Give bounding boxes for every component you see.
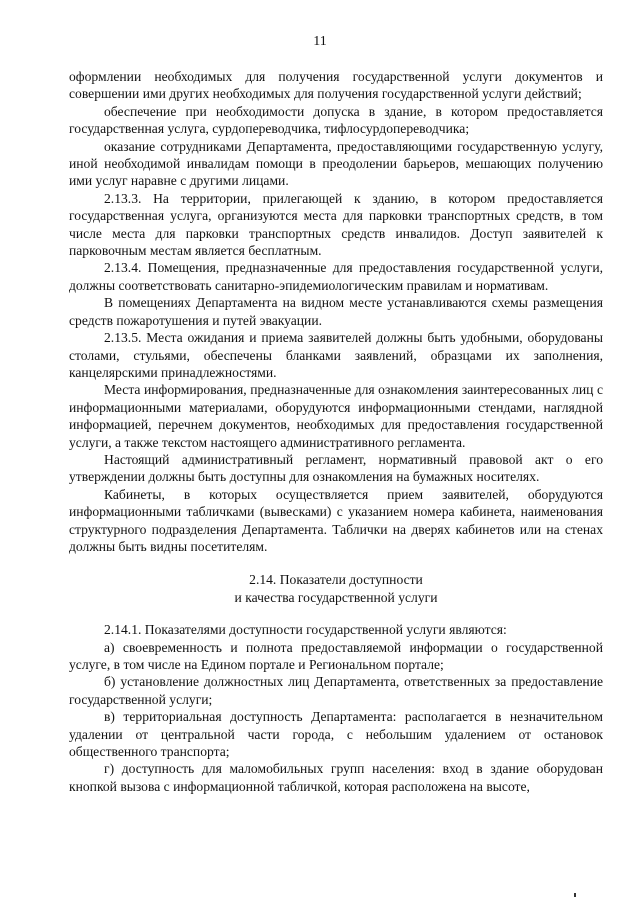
paragraph-2-13-5-waiting-areas: 2.13.5. Места ожидания и приема заявителей должны быть удобными, оборудованы столами, стульями, обеспечены бланками заявлений, образцами их заполнения, канцелярскими принадлежностями.	[69, 330, 603, 380]
list-item-g: г) доступность для маломобильных групп населения: вход в здание оборудован кнопкой вызова с информационной табличкой, которая расположена на высоте,	[69, 761, 603, 794]
paragraph-cabinet-signs: Кабинеты, в которых осуществляется прием заявителей, оборудуются информационными табличками (вывесками) с указанием номера кабинета, наименования структурного подразделения Департамента. Таблички на дверях кабинетов или на стенах должны быть видны посетителям.	[69, 486, 603, 554]
section-heading-2-14	[69, 571, 603, 606]
paragraph-regulation-availability: Настоящий административный регламент, нормативный правовой акт о его утверждении должны быть доступны для ознакомления на бумажных носителях.	[69, 451, 603, 485]
paragraph-2-13-4-premises: 2.13.4. Помещения, предназначенные для предоставления государственной услуги, должны соответствовать санитарно-эпидемиологическим правилам и нормативам.	[69, 260, 603, 293]
paragraph-2-14-1: 2.14.1. Показателями доступности государственной услуги являются:	[104, 622, 507, 638]
paragraph-continuation: оформлении необходимых для получения государственной услуги документов и совершении ими других необходимых для получения государственной услуги действий;	[69, 69, 603, 102]
list-item-b: б) установление должностных лиц Департамента, ответственных за предоставление государственной услуги;	[69, 674, 603, 707]
section-heading-line-1: 2.14. Показатели доступности	[249, 572, 423, 588]
page-number: 11	[313, 34, 327, 49]
paragraph-2-13-3-parking: 2.13.3. На территории, прилегающей к зданию, в котором предоставляется государственная услуга, организуются места для парковки транспортных средств, в том числе места для парковки транспортных средств инвалидов. Доступ заявителей к парковочным местам является бесплатным.	[69, 190, 603, 259]
document-body	[69, 68, 603, 795]
paragraph-evacuation-schemes: В помещениях Департамента на видном месте устанавливаются схемы размещения средств пожаротушения и путей эвакуации.	[69, 295, 603, 328]
section-heading-line-2: и качества государственной услуги	[234, 589, 438, 605]
list-item-a: а) своевременность и полнота предоставляемой информации о государственной услуге, в том числе на Едином портале и Региональном портале;	[69, 639, 603, 672]
paragraph-information-places: Места информирования, предназначенные для ознакомления заинтересованных лиц с информационными материалами, оборудуются информационными стендами, наглядной информацией, перечнем документов, необходимых для предоставления государственной услуги, а также текстом настоящего административного регламента.	[69, 382, 603, 450]
paragraph-staff-assistance: оказание сотрудниками Департамента, предоставляющими государственную услугу, иной необходимой инвалидам помощи в преодолении барьеров, мешающих получению ими услуг наравне с другими лицами.	[69, 138, 603, 189]
scan-artifact-mark	[574, 893, 576, 897]
list-item-v: в) территориальная доступность Департамента: располагается в незначительном удалении от центральной части города, с небольшим удалением от остановок общественного транспорта;	[69, 709, 603, 760]
paragraph-interpreter-access: обеспечение при необходимости допуска в здание, в котором предоставляется государственная услуга, сурдопереводчика, тифлосурдопереводчика;	[69, 103, 603, 137]
